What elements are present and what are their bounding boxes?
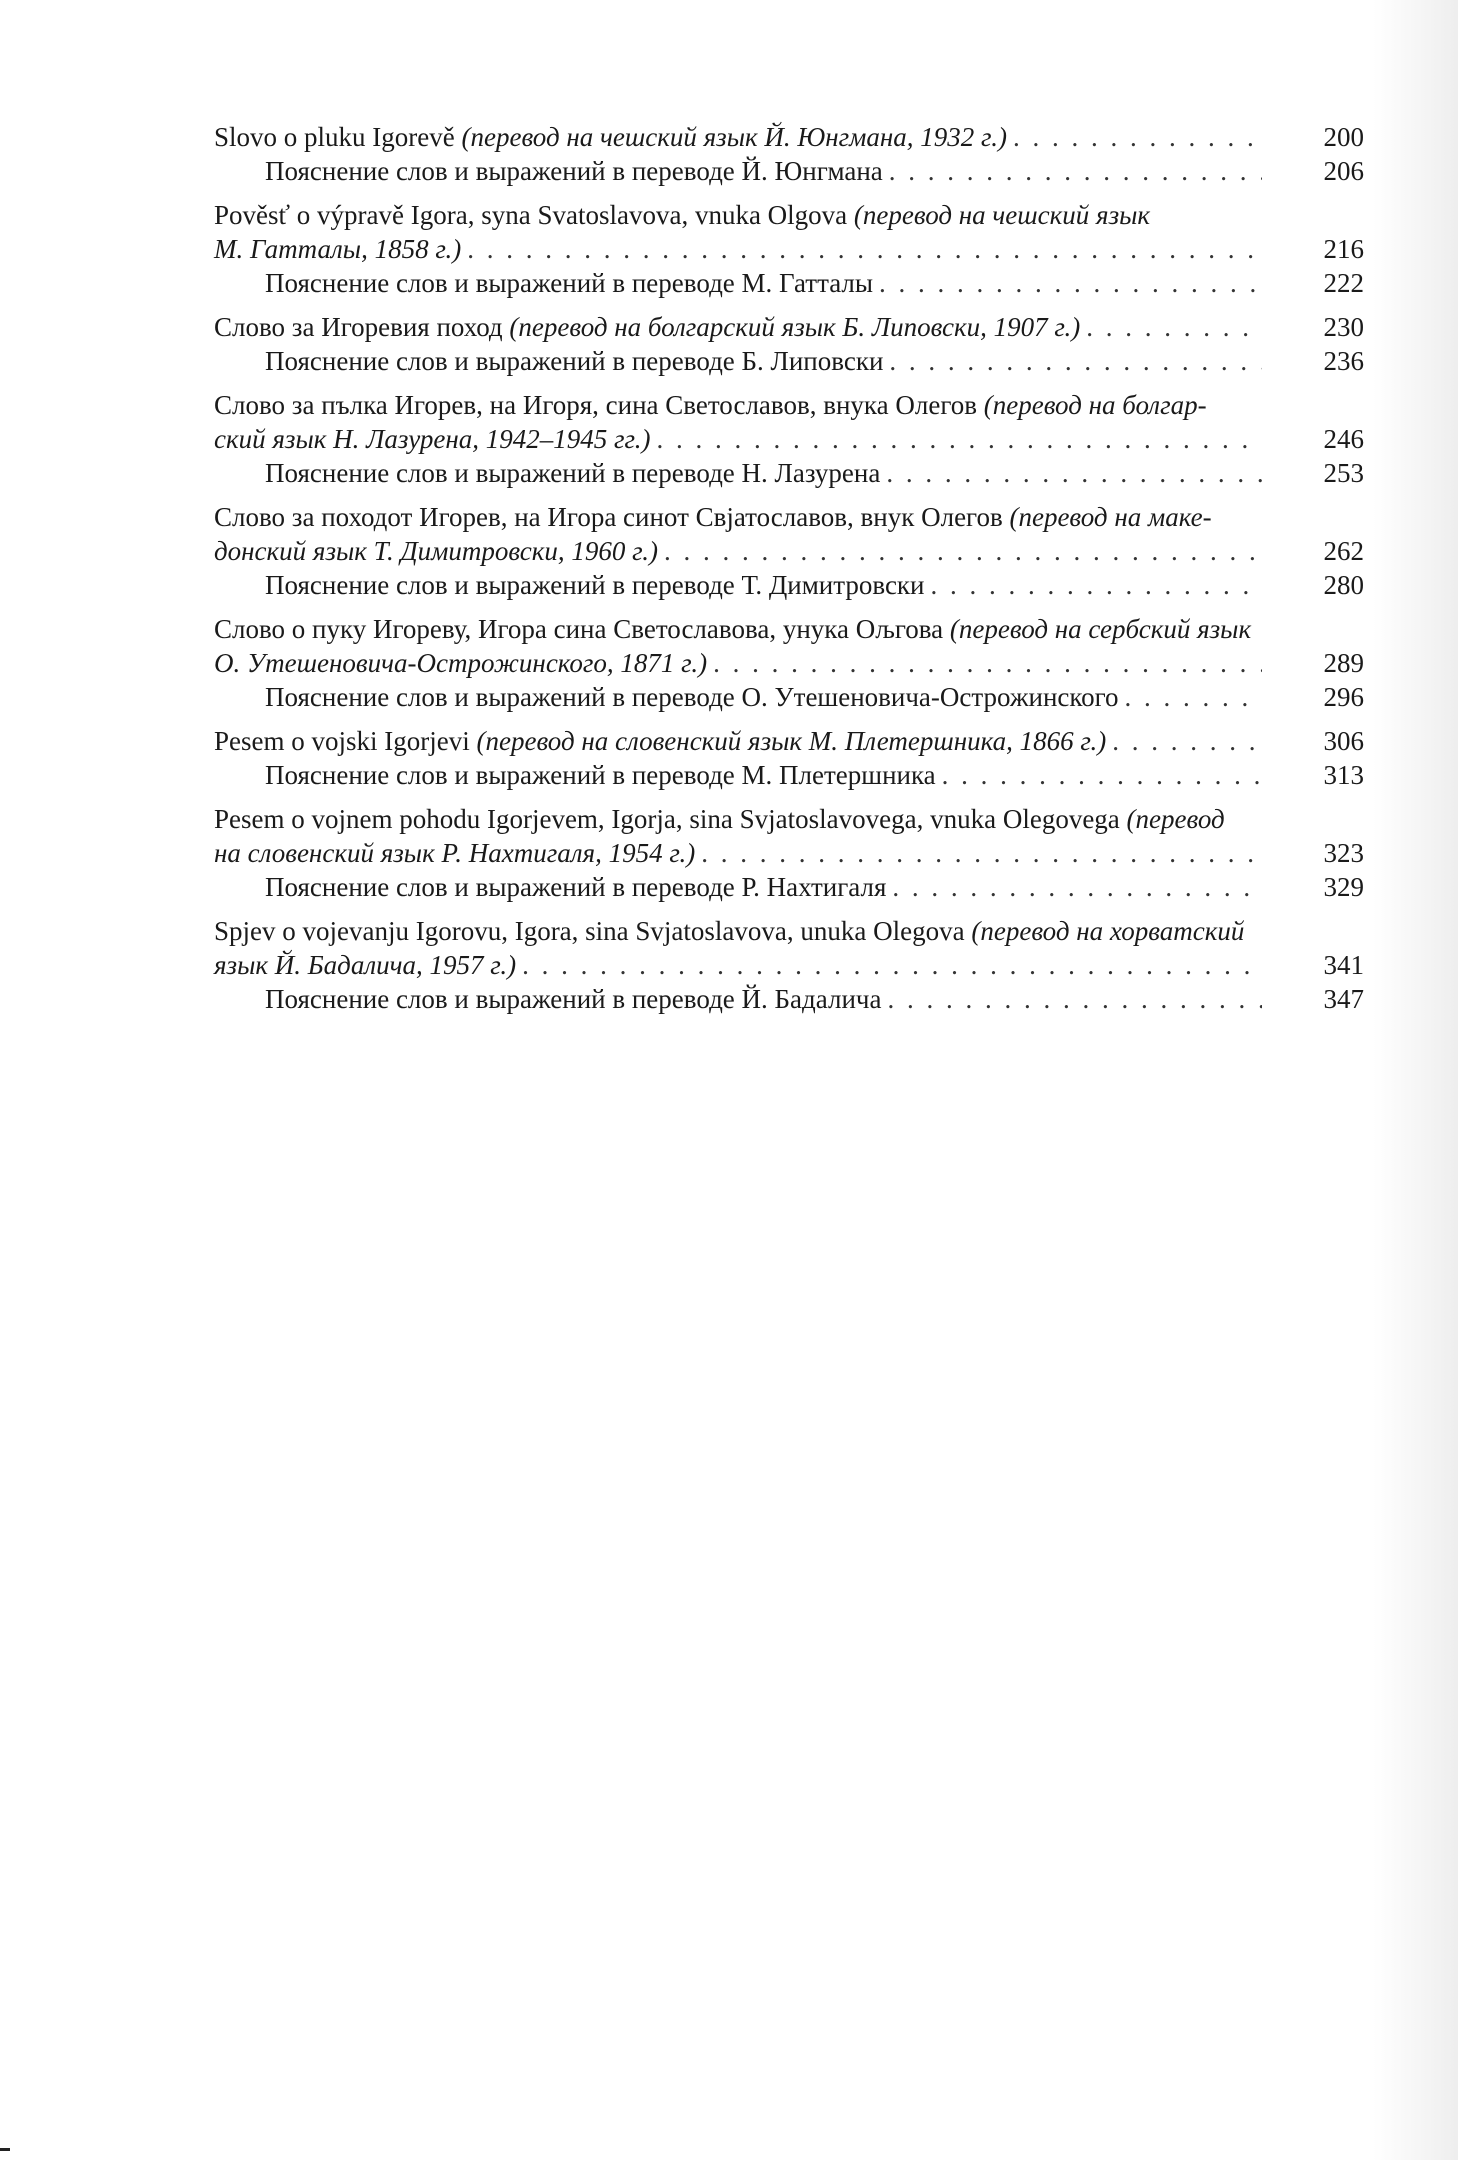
dot-leader [942,758,1262,792]
dot-leader [879,266,1262,300]
toc-title-line[interactable] [214,310,1364,344]
dot-leader [1013,120,1262,154]
dot-leader [1086,310,1262,344]
table-of-contents [214,120,1364,1026]
toc-title-first-line[interactable]: Слово за пълка Игорев, на Игоря, сина Светославов, внука Олегов (перевод на болгар- [214,390,1207,420]
toc-entry [214,388,1364,490]
toc-note: Пояснение слов и выражений в переводе Т. Димитровски [265,570,925,600]
toc-note-line[interactable] [214,154,1364,188]
toc-title: язык Й. Бадалича, 1957 г.) [214,950,517,980]
toc-note: Пояснение слов и выражений в переводе Н. Лазурена [265,458,881,488]
toc-title-first-line[interactable]: Слово о пуку Игореву, Игора сина Светославова, унука Ољгова (перевод на сербский язык [214,614,1252,644]
page-number: 230 [1323,312,1364,342]
toc-title: Slovo o pluku Igorevě (перевод на чешский язык Й. Юнгмана, 1932 г.) [214,122,1007,152]
page-number: 216 [1323,234,1364,264]
toc-title-line[interactable] [214,534,1364,568]
dot-leader [931,568,1263,602]
toc-title-line[interactable] [214,836,1364,870]
toc-note-line[interactable] [214,982,1364,1016]
toc-title: M. Гатталы, 1858 г.) [214,234,462,264]
page-number: 246 [1323,424,1364,454]
toc-title: на словенский язык Р. Нахтигаля, 1954 г.) [214,838,696,868]
toc-entry [214,198,1364,300]
dot-leader [886,456,1262,490]
toc-title-line[interactable] [214,120,1364,154]
page-number: 347 [1323,984,1364,1014]
toc-note-line[interactable] [214,456,1364,490]
dot-leader [889,154,1262,188]
toc-entry [214,500,1364,602]
toc-note: Пояснение слов и выражений в переводе М. Гатталы [265,268,874,298]
toc-note-line[interactable] [214,680,1364,714]
toc-note-line[interactable] [214,266,1364,300]
toc-entry [214,310,1364,378]
toc-note: Пояснение слов и выражений в переводе О. Утешеновича-Острожинского [265,682,1119,712]
toc-title-first-line[interactable]: Pesem o vojnem pohodu Igorjevem, Igorja, sina Svjatoslavovega, vnuka Olegovega (перевод [214,804,1225,834]
toc-title: донский язык Т. Димитровски, 1960 г.) [214,536,659,566]
toc-note: Пояснение слов и выражений в переводе Б. Липовски [265,346,884,376]
toc-title-line[interactable] [214,948,1364,982]
page-number: 253 [1323,458,1364,488]
toc-note: Пояснение слов и выражений в переводе Р. Нахтигаля [265,872,887,902]
toc-title: Слово за Игоревия поход (перевод на болгарский язык Б. Липовски, 1907 г.) [214,312,1081,342]
toc-note-line[interactable] [214,568,1364,602]
page-number: 306 [1323,726,1364,756]
dot-leader [664,534,1262,568]
dot-leader [713,646,1262,680]
page-number: 200 [1323,122,1364,152]
toc-entry [214,802,1364,904]
page-number: 236 [1323,346,1364,376]
page-number: 206 [1323,156,1364,186]
toc-note-line[interactable] [214,870,1364,904]
toc-title: О. Утешеновича-Острожинского, 1871 г.) [214,648,708,678]
dot-leader [656,422,1262,456]
toc-note-line[interactable] [214,758,1364,792]
page-number: 323 [1323,838,1364,868]
toc-entry [214,724,1364,792]
toc-title-line[interactable] [214,422,1364,456]
toc-title-first-line[interactable]: Pověsť o výpravě Igora, syna Svatoslavova, vnuka Olgova (перевод на чешский язык [214,200,1151,230]
toc-title-first-line[interactable]: Слово за походот Игорев, на Игора синот Свјатославов, внук Олегов (перевод на маке- [214,502,1212,532]
toc-note-line[interactable] [214,344,1364,378]
page-edge-shadow [1373,0,1458,2160]
toc-title-line[interactable] [214,724,1364,758]
dot-leader [889,344,1262,378]
toc-note: Пояснение слов и выражений в переводе Й. Юнгмана [265,156,883,186]
page-number: 289 [1323,648,1364,678]
dot-leader [887,982,1262,1016]
dot-leader [1112,724,1262,758]
dot-leader [1125,680,1262,714]
toc-entry [214,914,1364,1016]
toc-title-line[interactable] [214,646,1364,680]
toc-note: Пояснение слов и выражений в переводе М. Плетершника [265,760,936,790]
dot-leader [701,836,1262,870]
page-number: 313 [1323,760,1364,790]
page-number: 262 [1323,536,1364,566]
toc-note: Пояснение слов и выражений в переводе Й. Бадалича [265,984,882,1014]
page-number: 329 [1323,872,1364,902]
toc-entry [214,612,1364,714]
toc-title: ский язык Н. Лазурена, 1942–1945 гг.) [214,424,651,454]
page-number: 280 [1323,570,1364,600]
dot-leader [892,870,1262,904]
toc-title-line[interactable] [214,232,1364,266]
page-number: 222 [1323,268,1364,298]
toc-title: Pesem o vojski Igorjevi (перевод на словенский язык М. Плетершника, 1866 г.) [214,726,1107,756]
toc-title-first-line[interactable]: Spjev o vojevanju Igorovu, Igora, sina Svjatoslavova, unuka Olegova (перевод на хорватский [214,916,1245,946]
dot-leader [467,232,1262,266]
scan-mark [0,2148,10,2151]
dot-leader [522,948,1262,982]
page-number: 341 [1323,950,1364,980]
toc-entry [214,120,1364,188]
page-number: 296 [1323,682,1364,712]
